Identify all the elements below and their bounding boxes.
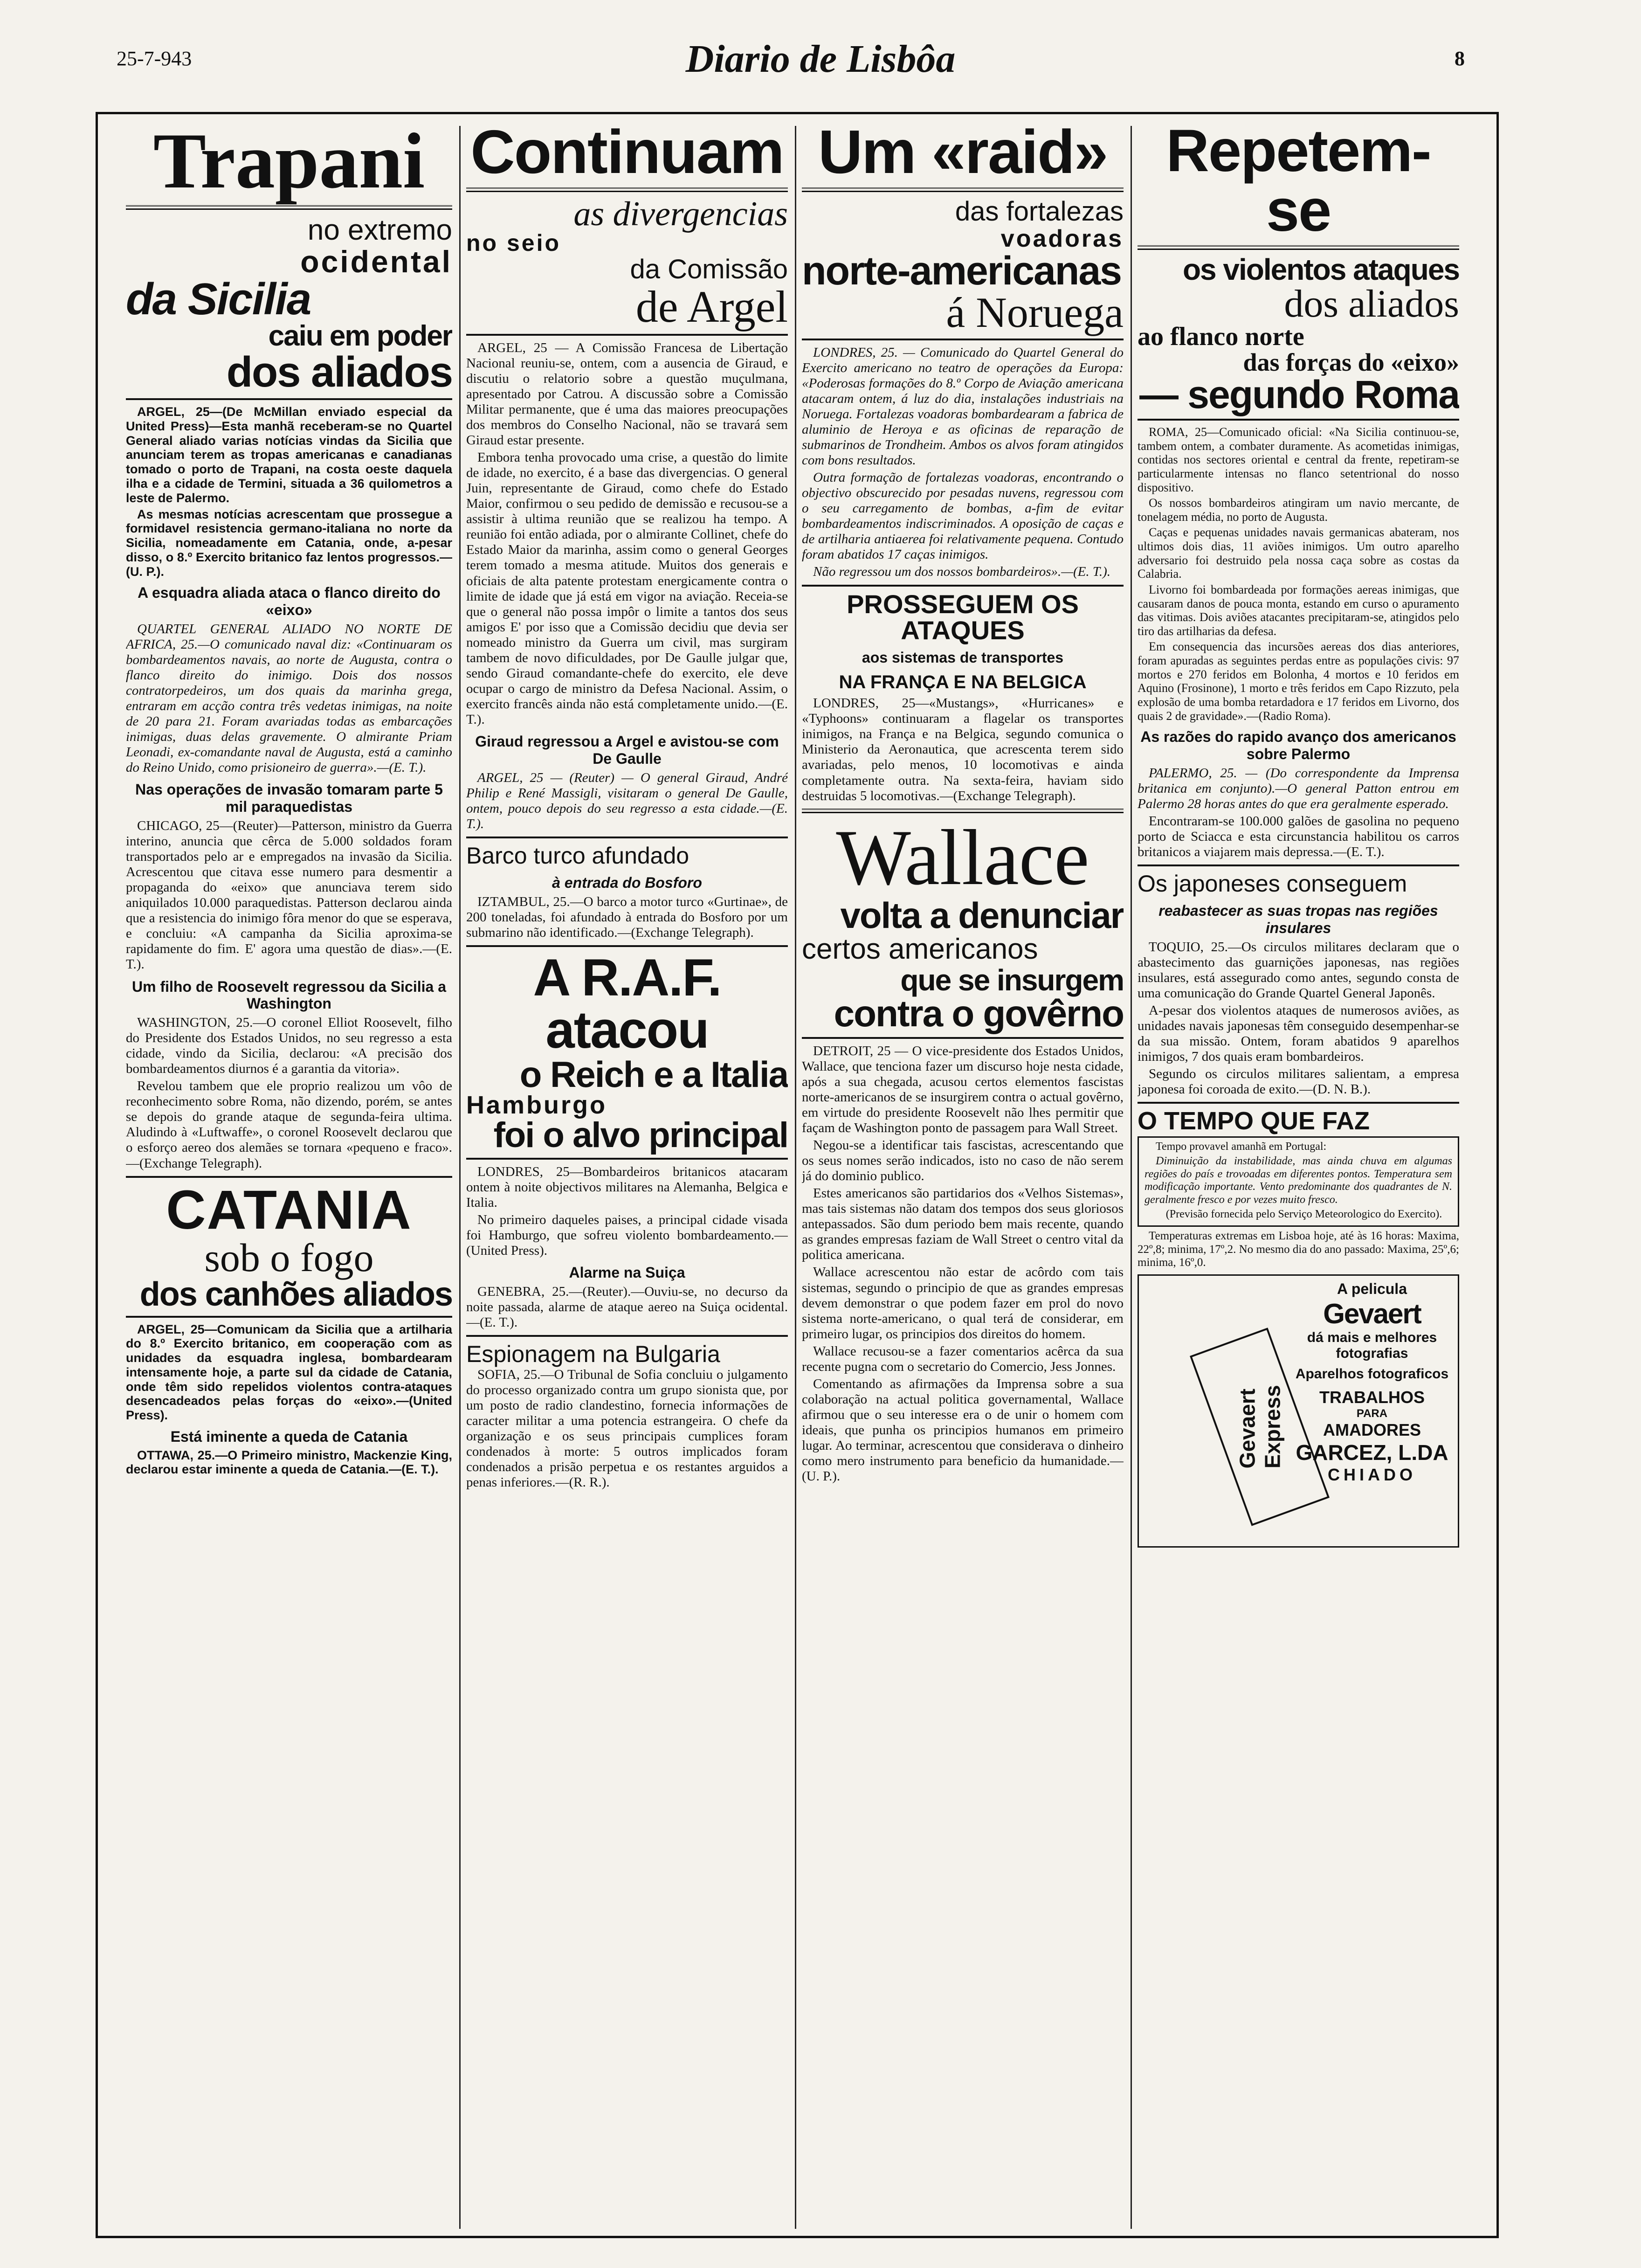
divider [802, 339, 1124, 340]
masthead [0, 0, 1641, 103]
headline-line: voadoras [1000, 225, 1124, 252]
article-paragraph: DETROIT, 25 — O vice-presidente dos Estados Unidos, Wallace, que tenciona fazer um discurso hoje nesta cidade, após a sua chegada, acusou certos elementos fascistas norte-americanos de se insurgirem contra o actual govêrno, em virtude do presidente Roosevelt não lhes permitir que façam de Washington ponto de passagem para Wall Street. [802, 1043, 1124, 1136]
article-paragraph: GENEBRA, 25.—(Reuter).—Ouviu-se, no decurso da noite passada, alarme de ataque aereo na Suiça ocidental.—(E. T.). [466, 1284, 788, 1330]
column-4 [1138, 121, 1459, 2220]
headline-line: volta a denunciar [840, 894, 1124, 936]
ad-shop: GARCEZ, L.DA [1296, 1440, 1448, 1465]
subheading: A esquadra aliada ataca o flanco direito do «eixo» [138, 584, 441, 619]
headline-raid: Um «raid» [818, 121, 1108, 186]
headline-line: ocidental [300, 244, 452, 279]
article-paragraph: OTTAWA, 25.—O Primeiro ministro, Mackenzie King, declarou estar iminente a queda de Catania.—(E. T.). [126, 1448, 452, 1477]
headline-line: dos aliados [1284, 282, 1459, 325]
divider [802, 1037, 1124, 1039]
article-paragraph: SOFIA, 25.—O Tribunal de Sofia concluiu o julgamento do processo organizado contra um grupo sionista que, por um posto de radio clandestino, fornecia informações de caracter militar a uma potencia estrangeira. O chefe da organização e os seus principais cumplices foram condenados à morte: 5 outros implicados foram condenados a prisão perpetua e os restantes arguidos a penas inferiores.—(R. R.). [466, 1367, 788, 1490]
subheading: As razões do rapido avanço dos americanos sobre Palermo [1140, 728, 1456, 762]
subheading: Giraud regressou a Argel e avistou-se com De Gaulle [475, 733, 779, 767]
column-3 [802, 121, 1124, 2220]
article-paragraph: LONDRES, 25—Bombardeiros britanicos atacaram ontem à noite objectivos militares na Alemanha, Belgica e Italia. [466, 1164, 788, 1210]
article-paragraph: LONDRES, 25. — Comunicado do Quartel General do Exercito americano no teatro de operações da Europa: «Poderosas formações do 8.º Corpo de Aviação americana atacaram ontem, á luz do dia, instalações industriais na Noruega. Fortalezas voadoras bombardearam a fabrica de aluminio de Heroya e as oficinas de reparação de submarinos de Trondheim. Ambos os alvos foram atingidos com bons resultados. [802, 345, 1124, 468]
headline-line: — segundo Roma [1139, 373, 1459, 416]
divider [466, 187, 788, 192]
headline-line: á Noruega [946, 288, 1124, 336]
headline-line: o Reich e a Italia [519, 1053, 788, 1095]
article-paragraph: Encontraram-se 100.000 galões de gasolina no pequeno porto de Sciacca e esta circunstancia habilitou os carros britanicos a viajarem mais depressa.—(E. T.). [1138, 813, 1459, 859]
article-paragraph: Negou-se a identificar tais fascistas, acrescentando que os seus nomes serão indicados, isto no caso de não serem já do dominio publico. [802, 1138, 1124, 1184]
article-paragraph: ARGEL, 25—(De McMillan enviado especial da United Press)—Esta manhã receberam-se no Quartel General aliado varias notícias vindas da Sicilia que anunciam terem as tropas americanas e canadianas tomado o porto de Trapani, na costa oeste daquela ilha e a cidade de Termini, situada a 36 quilometros a leste de Palermo. [126, 405, 452, 505]
headline-line: os violentos ataques [1182, 253, 1459, 286]
divider [466, 945, 788, 947]
article-paragraph: Segundo os circulos militares salientam, a empresa japonesa foi coroada de exito.—(D. N. B.). [1138, 1066, 1459, 1097]
subheading: NA FRANÇA E NA BELGICA [839, 672, 1087, 693]
divider [126, 205, 452, 210]
article-paragraph: Revelou tambem que ele proprio realizou um vôo de reconhecimento sobre Roma, não dizendo, porém, se antes se depois do grande ataque de segunda-feira ultima. Aludindo à «Luftwaffe», o coronel Roosevelt declarou que o esforço aereo dos alemães se tornara «pequeno e fraco».—(Exchange Telegraph). [126, 1079, 452, 1171]
headline-line: da Comissão [630, 254, 788, 284]
ad-line: Aparelhos fotograficos [1295, 1366, 1449, 1382]
ad-line: TRABALHOS [1319, 1387, 1425, 1407]
headline-bulgaria: Espionagem na Bulgaria [466, 1341, 720, 1367]
headline-line: que se insurgem [900, 963, 1124, 997]
column-rule [795, 126, 796, 2229]
advertisement-gevaert [1138, 1274, 1459, 1548]
issue-date: 25-7-943 [117, 47, 192, 70]
article-paragraph: Em consequencia das incursões aereas dos dias anteriores, foram apuradas as seguintes perdas entre as populações civis: 97 mortos e 270 feridos em Bolonha, 4 mortos e 10 feridos em Aquino (Frosinone), 1 morto e três feridos em Capo Rizzuto, pela explosão de uma bomba retardadora e 17 feridos em Livorno, dos quais 2 de gravidade».—(Radio Roma). [1138, 640, 1459, 723]
divider [1138, 245, 1459, 250]
ad-line: AMADORES [1323, 1420, 1421, 1439]
article-paragraph: ARGEL, 25 — (Reuter) — O general Giraud, André Philip e René Massigli, visitaram o general De Gaulle, ontem, pouco depois do seu regresso a esta cidade.—(E. T.). [466, 770, 788, 831]
ad-brand: Gevaert [1323, 1298, 1421, 1329]
divider [466, 1158, 788, 1160]
ad-line: dá mais e melhores fotografias [1307, 1329, 1437, 1361]
headline-raf: A R.A.F. atacou [533, 948, 721, 1059]
ad-line: A pelicula [1337, 1280, 1407, 1297]
article-paragraph: Wallace recusou-se a fazer comentarios acêrca da sua recente pugna com o secretario do Comercio, Jess Jonnes. [802, 1343, 1124, 1374]
headline-line: contra o govêrno [834, 992, 1124, 1034]
headline-catania: CATANIA [166, 1179, 412, 1241]
headline-line: no seio [466, 230, 561, 256]
divider [126, 1176, 452, 1178]
divider [126, 398, 452, 400]
headline-line: certos americanos [802, 933, 1038, 965]
subheading: Nas operações de invasão tomaram parte 5 mil paraquedistas [135, 781, 443, 816]
headline-repetem: Repetem-se [1166, 121, 1431, 244]
divider [1138, 1102, 1459, 1104]
headline-line: as divergencias [573, 195, 788, 233]
divider [1138, 864, 1459, 866]
headline-barco: Barco turco afundado [466, 842, 689, 869]
headline-continuam: Continuam [470, 121, 784, 186]
headline-line: dos canhões aliados [139, 1275, 452, 1313]
subheading: Um filho de Roosevelt regressou da Sicilia a Washington [132, 978, 446, 1012]
ad-location: CHIADO [1328, 1465, 1416, 1484]
ad-line: PARA [1356, 1407, 1388, 1420]
article-paragraph: Livorno foi bombardeada por formações aereas inimigas, que causaram danos de pouca monta, estando em curso o apuramento das vitimas. Dois aviões atacantes precipitaram-se, atingidos pelo tiro das artilharias da defesa. [1138, 582, 1459, 638]
divider [126, 1316, 452, 1318]
article-paragraph: WASHINGTON, 25.—O coronel Elliot Roosevelt, filho do Presidente dos Estados Unidos, no seu regresso a esta cidade, vindo da Sicilia, declarou: «A precisão dos bombardeamentos diurnos é a garantia da vitoria». [126, 1015, 452, 1077]
article-paragraph: PALERMO, 25. — (Do correspondente da Imprensa britanica em conjunto).—O general Patton entrou em Palermo 28 horas antes do que era geralmente esperado. [1138, 765, 1459, 811]
divider [466, 334, 788, 336]
article-paragraph: As mesmas notícias acrescentam que prossegue a formidavel resistencia germano-italiana no norte da Sicilia, nomeadamente em Catania, onde, a-pesar disso, o 8.º Exercito britanico faz lentos progressos.—(U. P.). [126, 507, 452, 579]
article-paragraph: Wallace acrescentou não estar de acôrdo com tais sistemas, segundo o principio de que as grandes empresas devem demonstrar o que podem fazer em prol do novo sistema norte-americano, o qual terá de considerar, em primeiro lugar, os principios dos direitos do homem. [802, 1265, 1124, 1341]
article-paragraph: TOQUIO, 25.—Os circulos militares declaram que o abastecimento das guarnições japonesas, nas regiões insulares, está assegurado como antes, segundo consta de uma comunicação do Grande Quartel General Japonês. [1138, 939, 1459, 1001]
article-paragraph: No primeiro daqueles paises, a principal cidade visada foi Hamburgo, que sofreu violento bombardeamento.—(United Press). [466, 1212, 788, 1258]
subheading: à entrada do Bosforo [552, 874, 702, 891]
headline-tempo: O TEMPO QUE FAZ [1138, 1107, 1370, 1135]
newspaper-title: Diario de Lisbôa [685, 37, 956, 81]
temperatures: Temperaturas extremas em Lisboa hoje, até às 16 horas: Maxima, 22º,8; minima, 17º,2. No mesmo dia do ano passado: Maxima, 25º,6; minima, 16º,0. [1138, 1230, 1459, 1269]
divider [802, 187, 1124, 192]
headline-line: foi o alvo principal [493, 1115, 788, 1155]
column-rule [459, 126, 461, 2229]
headline-line: norte-americanas [802, 248, 1121, 293]
headline-line: das fortalezas [955, 196, 1124, 227]
divider [466, 837, 788, 838]
column-2 [466, 121, 788, 2220]
weather-forecast: Diminuição da instabilidade, mas ainda chuva em algumas regiões do país e trovoadas em diferentes pontos. Temperatura sem modificação importante. Vento predominante dos quadrantes de N. geralmente fresco e por vezes muito fresco. [1145, 1155, 1452, 1206]
divider [802, 585, 1124, 587]
headline-line: caiu em poder [268, 320, 452, 353]
headline-line: ao flanco norte [1138, 322, 1304, 351]
article-paragraph: LONDRES, 25—«Mustangs», «Hurricanes» e «Typhoons» continuaram a flagelar os transportes inimigos, na França e na Belgica, segundo comunica o Ministerio da Aeronautica, que acrescenta terem sido avariadas, pelo menos, 10 locomotivas e ainda completamente outra. Na sexta-feira, haviam sido destruidas 5 locomotivas.—(Exchange Telegraph). [802, 696, 1124, 803]
headline-line: da Sicilia [126, 274, 311, 325]
headline-line: Hamburgo [466, 1091, 607, 1119]
column-1 [126, 121, 452, 2220]
headline-line: no extremo [307, 214, 452, 246]
article-paragraph: Comentando as afirmações da Imprensa sobre a sua colaboração na actual politica governamental, Wallace afirmou que o seu interesse era o de unir o homem com ideais, que punha os principios humanos em primeiro lugar. Ao terminar, acrescentou que considerava o dinheiro como mero instrumento para beneficio da humanidade.—(U. P.). [802, 1376, 1124, 1484]
article-paragraph: Caças e pequenas unidades navais germanicas abateram, nos ultimos dois dias, 11 aviões inimigos. Um outro aparelho adversario foi destruido pela nossa caça sobre as costas da Calabria. [1138, 526, 1459, 581]
headline-line: das forças do «eixo» [1243, 348, 1459, 376]
article-paragraph: QUARTEL GENERAL ALIADO NO NORTE DE AFRICA, 25.—O comunicado naval diz: «Continuaram os bombardeamentos navais, ao norte de Augusta, contra o flanco direito do inimigo. Dois dos nossos contratorpedeiros, um dos quais da marinha grega, entraram em acção contra três vedetas inimigas, na noite de 20 para 21. Foram avariadas todas as embarcações inimigas, duas delas gravemente. O almirante Priam Leonadi, ex-comandante naval de Augusta, está a caminho do Reino Unido, como prisioneiro de guerra».—(E. T.). [126, 621, 452, 775]
subheading: reabastecer as suas tropas nas regiões insulares [1158, 902, 1438, 936]
subheading: Alarme na Suiça [569, 1264, 685, 1281]
article-paragraph: Estes americanos são partidarios dos «Velhos Sistemas», mas tais sistemas não datam dos tempos dos seus gloriosos antepassados. São dum periodo bem mais recente, quando as grandes empresas faziam de Wall Street o centro vital da politica americana. [802, 1186, 1124, 1263]
article-paragraph: Não regressou um dos nossos bombardeiros».—(E. T.). [813, 564, 1111, 580]
ad-text [1293, 1280, 1451, 1485]
headline-wallace: Wallace [836, 813, 1089, 901]
headline-line: de Argel [635, 281, 788, 332]
article-paragraph: IZTAMBUL, 25.—O barco a motor turco «Gurtinae», de 200 toneladas, foi afundado à entrada do Bosforo por um submarino não identificado.—(Exchange Telegraph). [466, 894, 788, 940]
article-paragraph: ARGEL, 25—Comunicam da Sicilia que a artilharia do 8.º Exercito britanico, em cooperação com as unidades da esquadra inglesa, bombardearam intensamente hoje, a parte sul da cidade de Catania, onde têm sido repelidos violentos contra-ataques desencadeados pelas forças do «eixo».—(United Press). [126, 1322, 452, 1423]
article-paragraph: CHICAGO, 25—(Reuter)—Patterson, ministro da Guerra interino, anuncia que cêrca de 5.000 soldados foram transportados pelo ar e empregados na invasão da Sicilia. Acrescentou que citava esse numero para desmentir a propaganda do «eixo» que anunciava terem sido aniquilados 10.000 paraquedistas. Patterson declarou ainda que a resistencia do inimigo fôra menor do que se esperava, e concluiu: «A campanha da Sicilia aproxima-se rapidamente do fim. E' agora uma questão de dias».—(E. T.). [126, 818, 452, 972]
weather-source: (Previsão fornecida pelo Serviço Meteorologico do Exercito). [1165, 1208, 1442, 1220]
article-paragraph: ROMA, 25—Comunicado oficial: «Na Sicilia continuou-se, tambem ontem, a combater duramente. As acometidas inimigas, contidas nos sectores oriental e central da frente, repetiram-se particularmente intensas no flanco setentrional do nosso dispositivo. [1138, 425, 1459, 494]
page-number: 8 [1455, 47, 1465, 70]
headline-japoneses: Os japoneses conseguem [1138, 871, 1407, 897]
article-paragraph: A-pesar dos violentos ataques de numerosos aviões, as unidades navais japonesas têm conseguido desempenhar-se da sua missão. Ontem, foram abatidos 9 aparelhos inimigos, 7 dos quais eram bombardeiros. [1138, 1003, 1459, 1064]
weather-intro: Tempo provavel amanhã em Portugal: [1156, 1141, 1327, 1153]
divider [802, 809, 1124, 813]
subheading: Está iminente a queda de Catania [170, 1428, 408, 1445]
divider [466, 1335, 788, 1337]
headline-prosseguem: PROSSEGUEM OS ATAQUES [847, 589, 1079, 645]
column-rule [1131, 126, 1132, 2229]
film-box-label: Gevaert Express [1235, 1385, 1285, 1469]
article-paragraph: ARGEL, 25 — A Comissão Francesa de Libertação Nacional reuniu-se, ontem, com a ausencia de Giraud, e discutiu o relatorio sobre a questão muçulmana, apresentado por Catrou. A discussão sobre a Comissão Militar permanente, que é uma das maiores preocupações dos membros do Conselho Nacional, não se travará sem Giraud estar presente. [466, 340, 788, 448]
article-paragraph: Embora tenha provocado uma crise, a questão do limite de idade, no exercito, é a base das divergencias. O general Juin, representante de Giraud, como chefe do Estado Maior, confirmou o seu pedido de demissão e recusou-se a assistir à ultima reunião que se realizou ha tempo. A reunião foi então adiada, por o almirante Collinet, chefe do Estado Maior da marinha, assim como o general Georges terem tomado a mesma atitude. Muitos dos generais e oficiais de alta patente protestam energicamente contra o limite de idade que já está em vigor na aviação. Receia-se que o general não possa impôr o limite a tantos dos seus amigos E' por isso que a Comissão decidiu que devia ser nomeado ministro da Guerra um civil, mas surgiram tambem de novo dificuldades, por De Gaulle julgar que, sendo Giraud comandante-chefe do exercito, ele deve ocupar o cargo de ministro da Defesa Nacional. Assim, o exercito francês ainda não está completamente unido.—(E. T.). [466, 450, 788, 727]
divider [1138, 419, 1459, 421]
subheading: aos sistemas de transportes [862, 649, 1064, 666]
weather-box [1138, 1136, 1459, 1227]
headline-trapani: Trapani [153, 121, 425, 205]
headline-line: sob o fogo [204, 1235, 374, 1280]
article-paragraph: Outra formação de fortalezas voadoras, encontrando o objectivo obscurecido por pesadas nuvens, regressou com o seu carregamento de bombas, a-fim de evitar bombardeamentos indiscriminados. A oposição de caças e de artilharia antiaerea foi relativamente pequena. Contudo foram abatidos 17 caças inimigos. [802, 470, 1124, 562]
article-paragraph: Os nossos bombardeiros atingiram um navio mercante, de tonelagem média, no porto de Augusta. [1138, 496, 1459, 524]
headline-line: dos aliados [226, 348, 452, 396]
